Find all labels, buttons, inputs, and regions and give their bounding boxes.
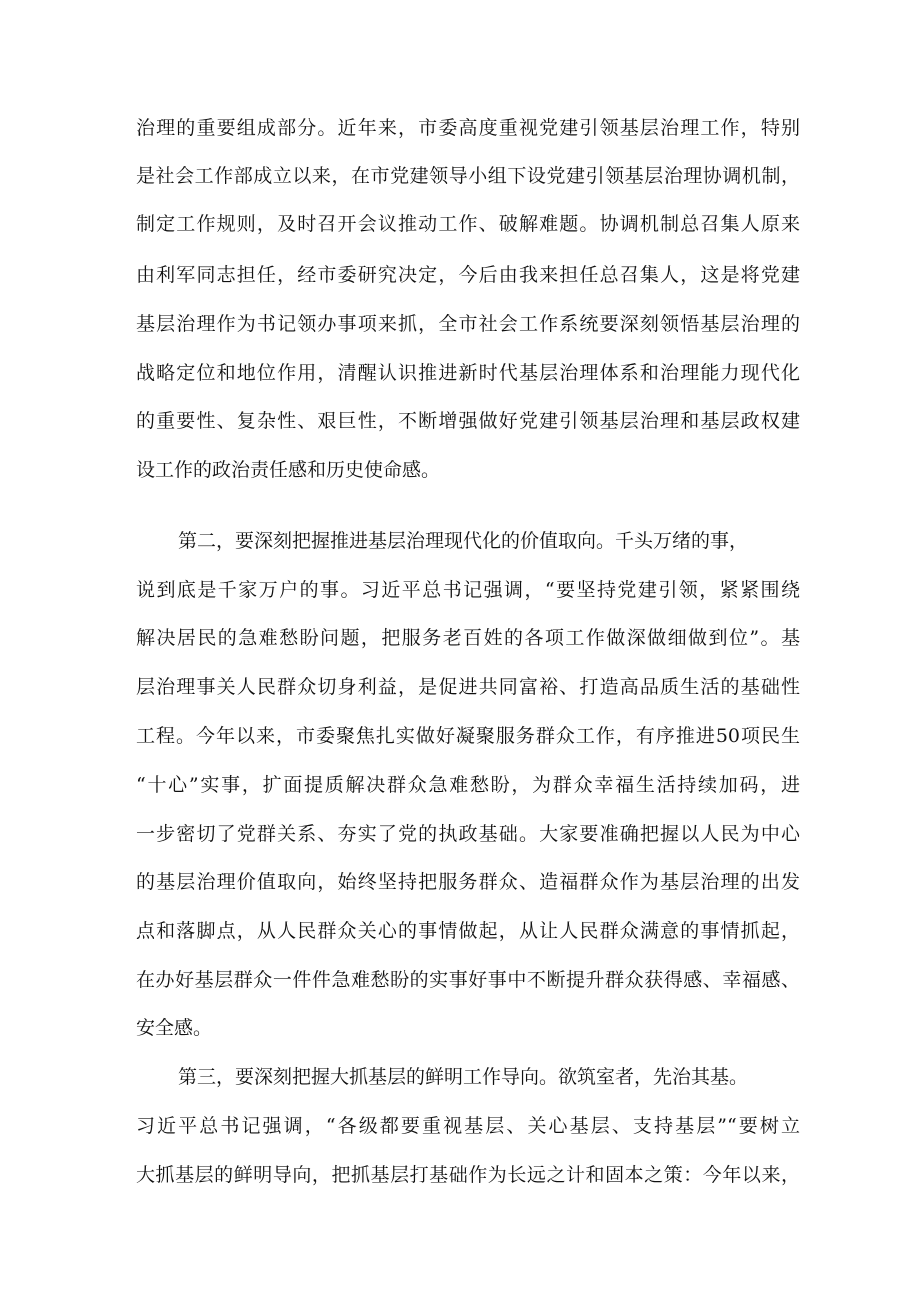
paragraph-3-line-1: 第三，要深刻把握大抓基层的鲜明工作导向。欲筑室者，先治其基。 — [178, 1066, 749, 1088]
paragraph-1-line-4: 由利军同志担任，经市委研究决定，今后由我来担任总召集人，这是将党建 — [136, 264, 800, 286]
paragraph-2-line-5: 工程。今年以来，市委聚焦扎实做好凝聚服务群众工作，有序推进50项民生 — [136, 725, 800, 747]
paragraph-2-line-2: 说到底是千家万户的事。习近平总书记强调，“要坚持党建引领，紧紧围绕 — [136, 579, 800, 601]
paragraph-1-line-7: 的重要性、复杂性、艰巨性，不断增强做好党建引领基层治理和基层政权建 — [136, 410, 800, 432]
paragraph-2-line-11: 安全感。 — [136, 1017, 213, 1039]
paragraph-1-line-1: 治理的重要组成部分。近年来，市委高度重视党建引领基层治理工作，特别 — [136, 117, 800, 139]
paragraph-2-line-3: 解决居民的急难愁盼问题，把服务老百姓的各项工作做深做细做到位”。基 — [136, 627, 800, 649]
paragraph-2-line-8: 的基层治理价值取向，始终坚持把服务群众、造福群众作为基层治理的出发 — [136, 871, 800, 893]
paragraph-1-line-5: 基层治理作为书记领办事项来抓，全市社会工作系统要深刻领悟基层治理的 — [136, 313, 800, 335]
paragraph-1-line-2: 是社会工作部成立以来，在市党建领导小组下设党建引领基层治理协调机制， — [136, 165, 800, 187]
paragraph-2-line-7: 一步密切了党群关系、夯实了党的执政基础。大家要准确把握以人民为中心 — [136, 823, 800, 845]
paragraph-2-line-9: 点和落脚点，从人民群众关心的事情做起，从让人民群众满意的事情抓起， — [136, 920, 800, 942]
paragraph-2-line-4: 层治理事关人民群众切身利益，是促进共同富裕、打造高品质生活的基础性 — [136, 676, 800, 698]
paragraph-2-line-10: 在办好基层群众一件件急难愁盼的实事好事中不断提升群众获得感、幸福感、 — [136, 969, 800, 991]
paragraph-2-line-1: 第二，要深刻把握推进基层治理现代化的价值取向。千头万绪的事， — [178, 530, 749, 552]
paragraph-1-line-6: 战略定位和地位作用，清醒认识推进新时代基层治理体系和治理能力现代化 — [136, 362, 800, 384]
paragraph-1-line-8: 设工作的政治责任感和历史使命感。 — [136, 459, 441, 481]
paragraph-1-line-3: 制定工作规则，及时召开会议推动工作、破解难题。协调机制总召集人原来 — [136, 213, 800, 235]
paragraph-3-line-2: 习近平总书记强调，“各级都要重视基层、关心基层、支持基层”“要树立 — [136, 1115, 800, 1137]
paragraph-3-line-3: 大抓基层的鲜明导向，把抓基层打基础作为长远之计和固本之策：今年以来， — [136, 1164, 800, 1186]
paragraph-2-line-6: “十心”实事，扩面提质解决群众急难愁盼，为群众幸福生活持续加码，进 — [136, 774, 800, 796]
